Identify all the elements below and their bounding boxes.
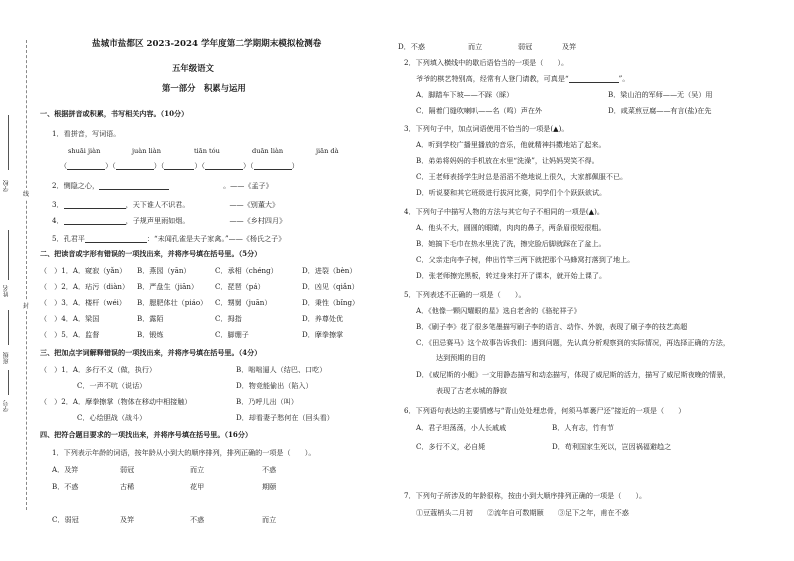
s2-row-1-option-b: B．燕园（yān） xyxy=(137,266,191,275)
q5-option-a[interactable]: A．《他像一颗闪耀眼的星》选自老舍的《骆驼祥子》 xyxy=(416,306,581,315)
strip-number: 学号 xyxy=(3,400,10,412)
s3-r2d: D．却看妻子愁何在（回头看） xyxy=(236,413,334,422)
name-blank[interactable] xyxy=(8,230,10,280)
q5-option-d-cont: 表现了古老水城的静寂 xyxy=(436,386,507,395)
q6-option-d[interactable]: D．苟利国家生死以，岂因祸福避趋之 xyxy=(552,442,672,451)
s1-q1: 1．看拼音，写词语。 xyxy=(52,129,121,138)
q4-text-c: ——《乡村四月》 xyxy=(229,216,287,225)
s1-q5 xyxy=(52,234,285,243)
q2-sentence-end: ”。 xyxy=(618,74,630,83)
s1-q4 xyxy=(52,216,286,225)
s4-q1-c-4: 而立 xyxy=(262,515,277,524)
q3-option-c[interactable]: C．王老师表扬学生时总是滔滔不绝地说上很久，大家都佩服不已。 xyxy=(416,172,628,181)
q4-option-c[interactable]: C．父亲走向李子树，伸出竹竿三两下就把那个马蜂窝打落到了地上。 xyxy=(416,255,635,264)
answer-blank-1[interactable] xyxy=(67,161,105,170)
q2-option-d[interactable]: D．咸菜煎豆腐——有言(盐)在先 xyxy=(608,106,712,115)
section4-heading: 四、把符合题目要求的一项找出来，并将序号填在括号里。（16分） xyxy=(40,430,253,439)
s2-row-3-option-a[interactable]: （ ）3．A．楼杆（wéi） xyxy=(40,298,127,307)
q6-option-c[interactable]: C．多行不义，必自毙 xyxy=(416,442,486,451)
q2-sentence xyxy=(416,74,629,83)
s4-q1-b-4: 期颐 xyxy=(262,482,277,491)
strip-class: 班级 xyxy=(3,352,10,364)
exam-title: 盐城市盐都区 2023-2024 学年度第二学期期末模拟检测卷 xyxy=(92,39,322,49)
strip-seal-line: 线 xyxy=(23,188,29,199)
s3-r1d: D．物竞能偷出（陷入） xyxy=(236,381,313,390)
q4-blank[interactable] xyxy=(64,216,126,225)
s4-q1-a-3: 而立 xyxy=(190,465,205,474)
s2-row-4-option-b: B．露陌 xyxy=(137,314,164,323)
s4-q1-c-3: 不惑 xyxy=(190,515,205,524)
answer-blank-2[interactable] xyxy=(116,161,154,170)
q4-option-b[interactable]: B．她搞下毛巾在热水里洗了洗，擦完脸后脚就踩在了盆上。 xyxy=(416,239,606,248)
s2-row-4-option-d: D．养尊处优 xyxy=(302,314,344,323)
q5-option-c-cont: 达到预期的目的 xyxy=(436,353,486,362)
q7-stem: 7．下列句子所涉及的年龄很称，按由小到大顺序排列正确的一项是（ ）。 xyxy=(404,491,647,500)
pinyin-answer-row: （ ）（ ）（ ）（ ）（ ） xyxy=(60,161,299,170)
q5-stem: 5．下列表述不正确的一项是（ ）。 xyxy=(404,290,526,299)
q2-blank[interactable] xyxy=(99,181,169,190)
q4-option-a[interactable]: A．他头不大，圆圆的眼睛，肉肉的鼻子，两条眉很短很粗。 xyxy=(416,223,606,232)
q1-d-3: 弱冠 xyxy=(518,42,533,51)
s4-q1-c-2: 及笄 xyxy=(120,515,135,524)
q2-option-c[interactable]: C．隔着门缝吹喇叭——名（鸣）声在外 xyxy=(416,106,543,115)
strip-name: 姓名 xyxy=(3,285,10,297)
q3-option-b[interactable]: B．弟弟将妈妈的手机放在水里“洗澡”，让妈妈哭笑不得。 xyxy=(416,156,599,165)
cut-line xyxy=(26,40,27,510)
s4-q1-option-a[interactable]: A．及笄 xyxy=(52,465,79,474)
s4-q1-b-2: 古稀 xyxy=(120,482,135,491)
school-blank[interactable] xyxy=(8,115,10,170)
answer-blank-5[interactable] xyxy=(254,161,292,170)
s3-r2b: B．乃呼儿出（叫） xyxy=(236,397,298,406)
answer-blank-4[interactable] xyxy=(205,161,243,170)
grade-title: 五年级语文 xyxy=(172,63,214,73)
strip-seal-mark: 封 xyxy=(23,300,29,311)
q1-d-2: 而立 xyxy=(468,42,483,51)
s2-row-5-option-c: C．脚绷子 xyxy=(215,330,249,339)
s2-row-5-option-a[interactable]: （ ）5．A．监督 xyxy=(40,330,100,339)
s2-row-3-option-b: B．腮肥体壮（piáo） xyxy=(137,298,208,307)
q2-option-a[interactable]: A．脚踏车下坡——不踩（睬） xyxy=(416,90,514,99)
s2-row-4-option-a[interactable]: （ ）4．A．梁国 xyxy=(40,314,100,323)
s3-r2a[interactable]: （ ）2．A．摩拳擦掌（物体在移动中相接触） xyxy=(40,397,192,406)
class-blank[interactable] xyxy=(8,310,10,345)
q5-blank[interactable] xyxy=(85,234,147,243)
q2-blank[interactable] xyxy=(569,74,619,83)
s2-row-2-option-d: D．凶见（qiǎn） xyxy=(302,282,359,291)
s2-row-3-option-d: D．秉性（bǐng） xyxy=(302,298,360,307)
q6-stem: 6．下列语句表达的主要情感与“青山处处埋忠骨，何须马革裹尸还”接近的一项是（ ） xyxy=(404,406,686,415)
q2-text-a: 2．恻隐之心， xyxy=(52,181,100,190)
s2-row-4-option-c: C．拇指 xyxy=(215,314,242,323)
q3-text-c: ——《别董大》 xyxy=(229,200,280,209)
strip-school: 学校 xyxy=(3,180,10,192)
s2-row-1-option-a[interactable]: （ ）1．A．窥寂（yǎn） xyxy=(40,266,127,275)
q5-option-c[interactable]: C．《田忌赛马》这个故事告诉我们：遇到问题，先认真分析观察到的实际情况，再选择正确的方法， xyxy=(416,338,730,347)
s2-row-5-option-d: D．摩拳擦掌 xyxy=(302,330,344,339)
q6-option-b[interactable]: B．人有志，竹有节 xyxy=(552,423,614,432)
q3-blank[interactable] xyxy=(64,200,126,209)
pinyin-5: jiān dà xyxy=(316,147,339,155)
q3-stem: 3．下列句子中，加点词语使用不恰当的一项是(▲)。 xyxy=(404,124,569,133)
q3-option-d[interactable]: D．听说要和其它班级进行拔河比赛，同学们个个跃跃欲试。 xyxy=(416,188,607,197)
s4-q1-b-3: 花甲 xyxy=(190,482,205,491)
q5-text-a: 5．孔君平 xyxy=(52,234,85,243)
q5-text-b: ：“未闻孔雀是夫子家禽。”——《杨氏之子》 xyxy=(146,234,286,243)
q2-stem: 2．下列填入横线中的歇后语恰当的一项是（ ）。 xyxy=(404,58,569,67)
q3-text-b: ，天下谁人不识君。 xyxy=(125,200,190,209)
answer-blank-3[interactable] xyxy=(164,161,194,170)
s2-row-1-option-c: C．承相（chéng） xyxy=(215,266,278,275)
s2-row-2-option-b: B．严盘生（jiān） xyxy=(137,282,199,291)
s2-row-2-option-a[interactable]: （ ）2．A．玷污（diàn） xyxy=(40,282,130,291)
s3-r1a[interactable]: （ ）1．A．多行不义（做，执行） xyxy=(40,365,157,374)
s2-row-2-option-c: C．琵琶（pá） xyxy=(215,282,265,291)
q5-option-b[interactable]: B．《刷子李》花了很多笔墨描写刷子李的语言、动作、外貌，表现了刷子李的技艺高超 xyxy=(416,322,688,331)
s2-row-3-option-c: C．甥舅（juān） xyxy=(215,298,272,307)
s3-r1c: C．一声不吭（说话） xyxy=(77,381,147,390)
q7-sentences: ①豆蔻梢头二月初 ②流年自可数期颐 ③足下之年，甫在不惑 xyxy=(416,508,629,517)
section1-heading: 一、根据拼音或积累，书写相关内容。（10分） xyxy=(40,109,189,118)
q1-option-d[interactable]: D．不惑 xyxy=(398,42,425,51)
s4-q1-option-b[interactable]: B．不惑 xyxy=(52,482,79,491)
binding-strip xyxy=(0,40,40,510)
s1-q3 xyxy=(52,200,279,209)
q2-sentence-text: 爷爷的棋艺特别高，经常有人登门请教，可真是“ xyxy=(416,74,569,83)
q2-text-b: 。——《孟子》 xyxy=(223,181,273,190)
q3-text-a: 3． xyxy=(52,200,64,209)
part-title: 第一部分 积累与运用 xyxy=(162,83,246,93)
q4-text-b: ，子规声里雨如烟。 xyxy=(125,216,190,225)
s4-q1-a-2: 弱冠 xyxy=(120,465,135,474)
q4-option-d[interactable]: D．张老师擦完黑板，转过身来打开了课本，就开始上课了。 xyxy=(416,271,607,280)
s4-q1: 1．下列表示年龄的词语，按年龄从小到大的顺序排列，排列正确的一项是（ ）。 xyxy=(52,448,316,457)
s4-q1-a-4: 不惑 xyxy=(262,465,277,474)
q6-option-a[interactable]: A．君子坦荡荡，小人长戚戚 xyxy=(416,423,507,432)
s2-row-1-option-d: D．进裂（bèn） xyxy=(302,266,357,275)
q5-option-d[interactable]: D．《威尼斯的小艇》一文用静态描写和动态描写，体现了威尼斯的活力，描写了威尼斯夜晚的情景， xyxy=(416,370,731,379)
pinyin-3: tiān tóu xyxy=(194,147,220,155)
q4-stem: 4．下列句子中描写人物的方法与其它句子不相同的一项是(▲)。 xyxy=(404,207,604,216)
pinyin-1: shuāi jiàn xyxy=(68,147,101,155)
s4-q1-option-c[interactable]: C．弱冠 xyxy=(52,515,79,524)
s2-row-5-option-b: B．锻炼 xyxy=(137,330,164,339)
s1-q2 xyxy=(52,181,273,190)
q3-option-a[interactable]: A．听到学校广播里播放的音乐，他就精神抖擞地站了起来。 xyxy=(416,140,606,149)
pinyin-2: juàn liàn xyxy=(132,147,161,155)
pinyin-4: duān liàn xyxy=(252,147,284,155)
s3-r2c: C．心绘胆战（战斗） xyxy=(77,413,147,422)
section3-heading: 三、把加点字词解释错误的一项找出来，并将序号填在括号里。（4分） xyxy=(40,348,262,357)
q1-d-4: 及笄 xyxy=(562,42,577,51)
q2-option-b[interactable]: B．梁山泊的军师——无（吴）用 xyxy=(608,90,713,99)
q4-text-a: 4． xyxy=(52,216,64,225)
s3-r1b: B．咄咄逼人（结巴、口吃） xyxy=(236,365,327,374)
section2-heading: 二、把读音或字形有错误的一项找出来，并将序号填在括号里。（5分） xyxy=(40,249,262,258)
number-blank[interactable] xyxy=(8,370,10,395)
